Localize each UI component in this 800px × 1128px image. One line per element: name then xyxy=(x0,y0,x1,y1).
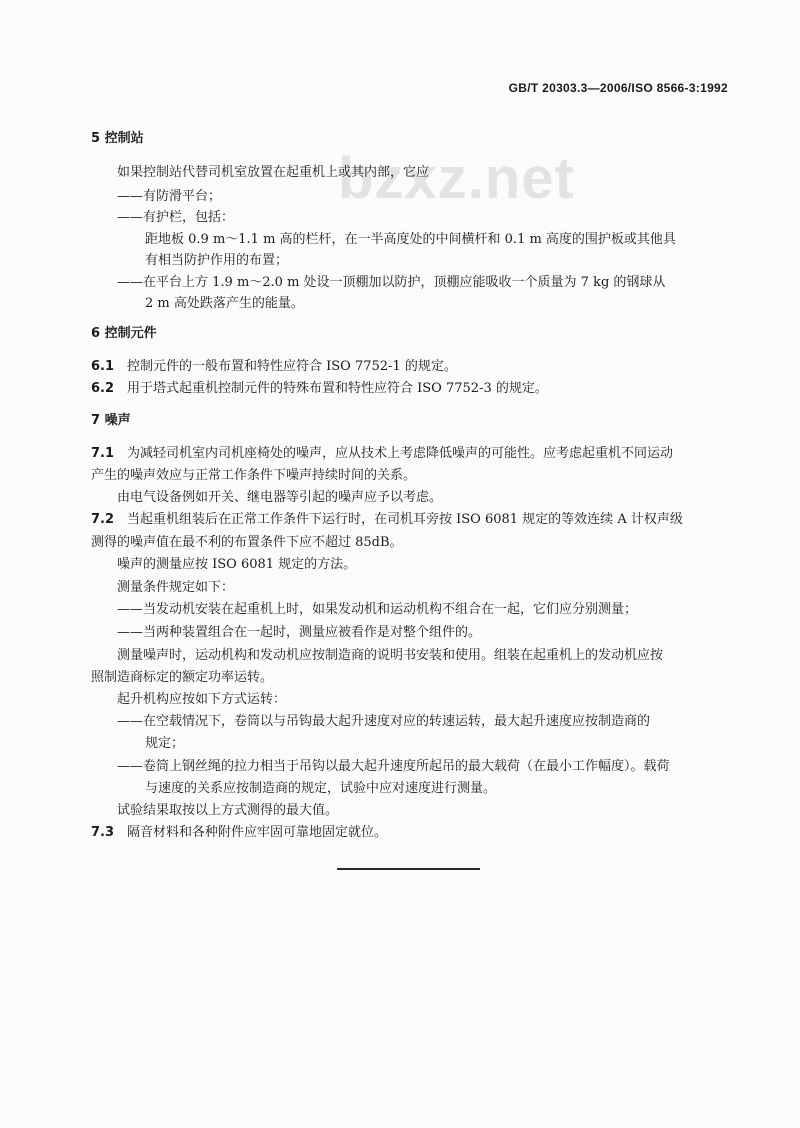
clause-text: 用于塔式起重机控制元件的特殊布置和特性应符合 ISO 7752-3 的规定。 xyxy=(127,381,548,396)
clause-text: 起升机构应按如下方式运转： xyxy=(117,692,287,707)
standard-code-header: GB/T 20303.3—2006/ISO 8566-3:1992 xyxy=(508,81,728,95)
clause-text: 噪声的测量应按 ISO 6081 规定的方法。 xyxy=(117,557,357,572)
section-5-line: 2 m 高处跌落产生的能量。 xyxy=(145,296,304,311)
clause-number: 6.1 xyxy=(91,359,115,374)
section-7-heading: 7 噪声 xyxy=(91,413,131,428)
clause-text: ——当两种装置组合在一起时，测量应被看作是对整个组件的。 xyxy=(117,625,482,640)
section-5-line: ——有防滑平台； xyxy=(117,189,222,204)
clause-text: 由电气设备例如开关、继电器等引起的噪声应予以考虑。 xyxy=(117,490,443,505)
clause-text: ——卷筒上钢丝绳的拉力相当于吊钩以最大起升速度所起吊的最大载荷（在最小工作幅度）。载荷 xyxy=(117,759,670,774)
clause-text: ——在空载情况下，卷筒以与吊钩最大起升速度对应的转速运转，最大起升速度应按制造商的 xyxy=(117,714,651,729)
clause-text: 测量噪声时，运动机构和发动机应按制造商的说明书安装和使用。组装在起重机上的发动机应按 xyxy=(117,648,664,663)
clause-text: 为减轻司机室内司机座椅处的噪声，应从技术上考虑降低噪声的可能性。应考虑起重机不同运动 xyxy=(127,446,674,461)
section-5-line: 如果控制站代替司机室放置在起重机上或其内部，它应 xyxy=(117,165,430,180)
section-5-line: ——有护栏，包括： xyxy=(117,210,235,225)
clause-text: 测得的噪声值在最不利的布置条件下应不超过 85dB。 xyxy=(91,535,403,550)
section-5-line: 有相当防护作用的布置； xyxy=(145,253,289,268)
clause-text: 规定； xyxy=(145,736,185,751)
clause-text: 控制元件的一般布置和特性应符合 ISO 7752-1 的规定。 xyxy=(127,359,457,374)
section-5-line: 距地板 0.9 m～1.1 m 高的栏杆，在一半高度处的中间横杆和 0.1 m 高度的围护板或其他具 xyxy=(145,232,676,247)
clause-text: 试验结果取按以上方式测得的最大值。 xyxy=(117,803,339,818)
clause-text: 与速度的关系应按制造商的规定，试验中应对速度进行测量。 xyxy=(145,781,497,796)
watermark: bzxz.net xyxy=(338,146,575,211)
clause-text: 测量条件规定如下： xyxy=(117,580,235,595)
clause-text: 当起重机组装后在正常工作条件下运行时，在司机耳旁按 ISO 6081 规定的等效连续 A 计权声级 xyxy=(127,512,683,527)
clause-number: 6.2 xyxy=(91,381,115,396)
clause-number: 7.2 xyxy=(91,512,115,527)
clause-number: 7.3 xyxy=(91,825,115,840)
clause-text: 产生的噪声效应与正常工作条件下噪声持续时间的关系。 xyxy=(91,468,417,483)
clause-text: 照制造商标定的额定功率运转。 xyxy=(91,670,274,685)
clause-text: 隔音材料和各种附件应牢固可靠地固定就位。 xyxy=(127,825,388,840)
clause-number: 7.1 xyxy=(91,446,115,461)
section-5-line: ——在平台上方 1.9 m～2.0 m 处设一顶棚加以防护，顶棚应能吸收一个质量为 7 kg 的钢球从 xyxy=(117,275,666,290)
section-5-heading: 5 控制站 xyxy=(91,131,144,146)
section-6-heading: 6 控制元件 xyxy=(91,326,157,341)
end-rule xyxy=(337,868,480,870)
clause-text: ——当发动机安装在起重机上时，如果发动机和运动机构不组合在一起，它们应分别测量； xyxy=(117,602,638,617)
